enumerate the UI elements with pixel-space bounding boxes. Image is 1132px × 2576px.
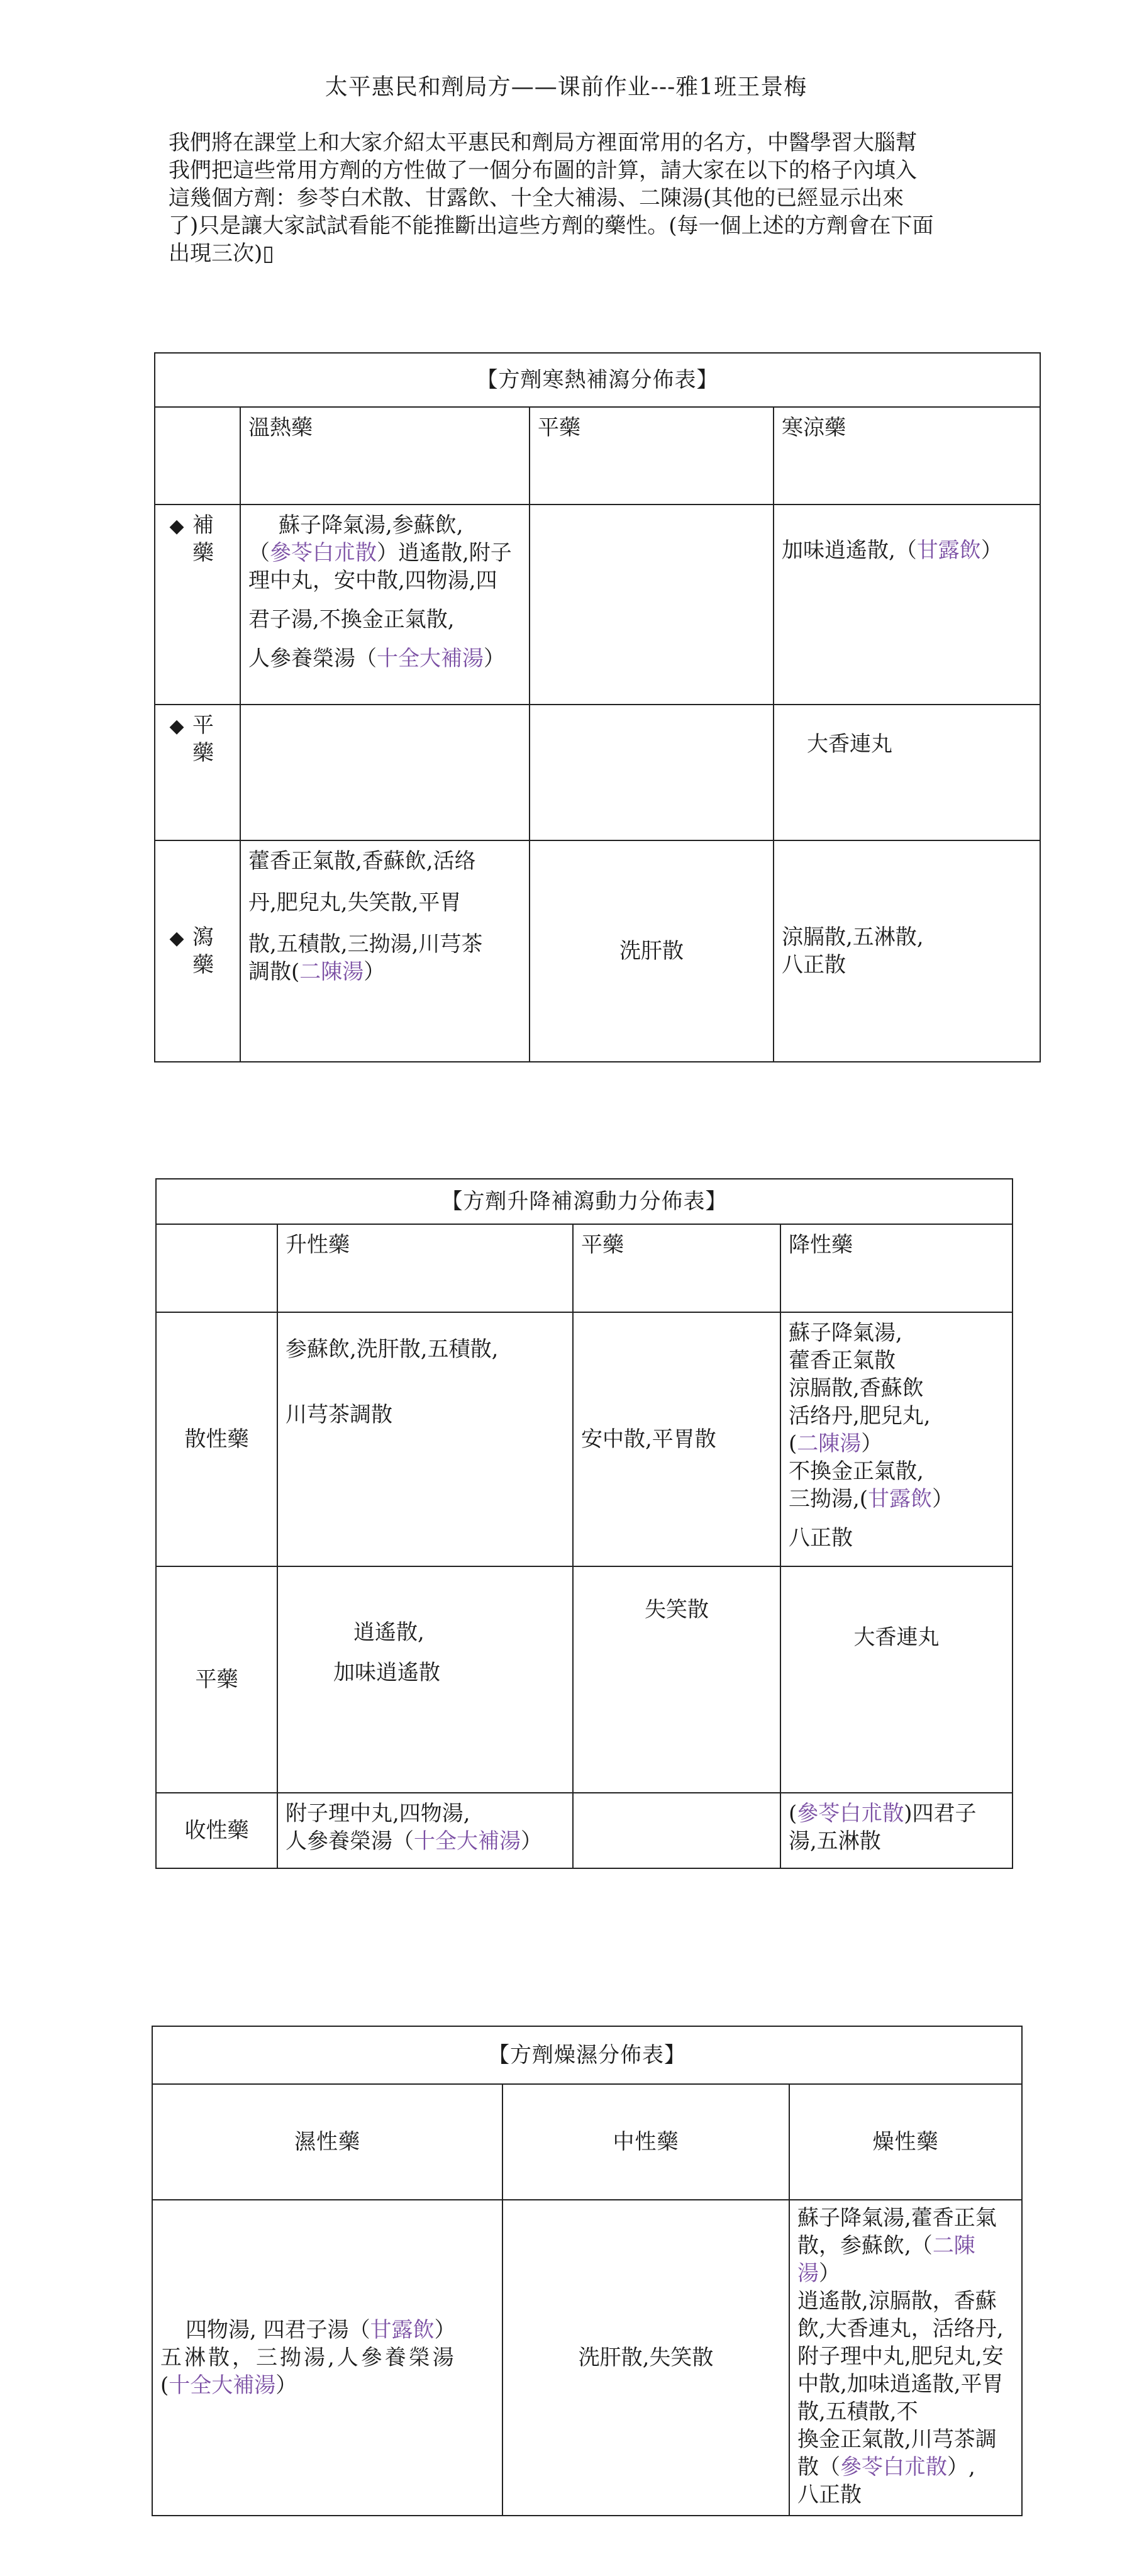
cell-text: （ <box>248 540 270 566</box>
cell-line: 理中丸，安中散,四物湯,四 <box>248 568 497 593</box>
intro-line: 出現三次)▯ <box>169 241 274 266</box>
cell-line: 散,五積散,三拗湯,川芎茶 <box>248 932 483 957</box>
cell-dry <box>789 2200 1022 2516</box>
cell-line: 逍遙散, <box>353 1620 425 1645</box>
row-label-char: 藥 <box>192 540 214 566</box>
table-caption: 【方劑寒熱補瀉分佈表】 <box>155 353 1040 407</box>
cell-astringent-neutral <box>573 1793 780 1868</box>
filled-answer: 甘露飲 <box>868 1486 933 1512</box>
cell-neutral-warm <box>240 705 530 840</box>
cell-dispersing-up <box>277 1312 573 1566</box>
cell-line: 不換金正氣散, <box>789 1459 924 1484</box>
cell-wet <box>152 2200 502 2516</box>
filled-answer: 二陳湯 <box>797 2233 975 2286</box>
cell-line: 活络丹,肥兒丸, <box>789 1403 931 1429</box>
cell-line: 大香連丸 <box>807 732 892 757</box>
cell-text: 人參養榮湯（ <box>286 1829 414 1854</box>
cell-line: 散,五積散,不 <box>797 2399 918 2424</box>
diamond-bullet-icon: ◆ <box>169 515 184 537</box>
col-header-neutral: 平藥 <box>573 1224 780 1312</box>
filled-answer: 十全大補湯 <box>169 2373 276 2398</box>
cell-line: 涼膈散,香蘇飲 <box>789 1376 924 1401</box>
cell-line: 涼膈散,五淋散, <box>782 925 924 950</box>
cell-neutral-neutral <box>530 705 774 840</box>
cell-line: 八正散 <box>797 2482 862 2507</box>
intro-line: 了)只是讓大家試試看能不能推斷出這些方劑的藥性。(每一個上述的方劑會在下面 <box>169 213 934 238</box>
cell-text: ( <box>789 1431 797 1456</box>
cell-text: ）逍遙散,附子 <box>377 540 512 566</box>
filled-answer: 參苓白朮散 <box>840 2455 947 2480</box>
filled-answer: 參苓白朮散 <box>797 1801 904 1826</box>
cell-purge-cold <box>774 840 1040 1062</box>
cell-text: ） <box>363 959 386 984</box>
filled-answer: 甘露飲 <box>916 538 981 563</box>
cell-line: 加味逍遙散 <box>333 1660 440 1685</box>
filled-answer: 參苓白朮散 <box>270 540 377 566</box>
page-title: 太平惠民和劑局方——课前作业---雅1班王景梅 <box>325 74 807 100</box>
cell-line: 蘇子降氣湯,藿香正氣 <box>797 2205 997 2231</box>
cell-neutral-down <box>780 1566 1013 1793</box>
cell-text: 人參養榮湯（ <box>248 646 377 671</box>
cell-dispersing-neutral: 安中散,平胃散 <box>573 1312 780 1566</box>
cell-text: ） <box>434 2317 456 2343</box>
intro-line: 這幾個方劑：参苓白术散、甘露飲、十全大補湯、二陳湯(其他的已經显示出來 <box>169 186 904 211</box>
cell-line: 蘇子降氣湯,参蘇飲, <box>279 513 463 538</box>
table-caption: 【方劑升降補瀉動力分佈表】 <box>156 1179 1013 1224</box>
row-label-char: 補 <box>192 513 214 538</box>
cell-line: 大香連丸 <box>853 1625 940 1650</box>
cell-line: 五淋散，三拗湯,人參養榮湯 <box>160 2345 457 2370</box>
cell-neutral-cold <box>774 705 1040 840</box>
cell-line: 参蘇飲,洗肝散,五積散, <box>286 1337 499 1362</box>
cell-line: 蘇子降氣湯, <box>789 1320 902 1346</box>
cell-line: 中散,加味逍遙散,平胃 <box>797 2372 1004 2397</box>
cell-neutral: 洗肝散,失笑散 <box>502 2200 789 2516</box>
table-dry-damp <box>152 2026 1023 2516</box>
cell-line: 換金正氣散,川芎茶調 <box>797 2427 997 2452</box>
intro-line: 我們將在課堂上和大家介紹太平惠民和劑局方裡面常用的名方，中醫學習大腦幫 <box>169 130 917 155</box>
cell-line: 丹,肥兒丸,失笑散,平胃 <box>248 890 462 915</box>
diamond-bullet-icon: ◆ <box>169 927 184 949</box>
cell-text: 四物湯, 四君子湯（ <box>186 2317 370 2343</box>
diamond-bullet-icon: ◆ <box>169 715 184 737</box>
cell-text: ） <box>861 1431 883 1456</box>
cell-tonify-neutral <box>530 505 774 705</box>
row-label-neutral <box>155 705 240 840</box>
col-header-dry: 燥性藥 <box>789 2084 1022 2200</box>
cell-line: 逍遙散,涼膈散，香蘇 <box>797 2289 997 2314</box>
cell-text: ( <box>789 1801 797 1826</box>
intro-line: 我們把這些常用方劑的方性做了一個分布圖的計算，請大家在以下的格子內填入 <box>169 158 917 183</box>
col-header-up: 升性藥 <box>277 1224 573 1312</box>
cell-text: ） <box>932 1486 954 1512</box>
cell-tonify-cold <box>774 505 1040 705</box>
cell-purge-neutral: 洗肝散 <box>530 840 774 1062</box>
cell-tonify-warm <box>240 505 530 705</box>
row-label-char: 藥 <box>192 740 214 766</box>
filled-answer: 十全大補湯 <box>377 646 484 671</box>
table-caption: 【方劑燥濕分佈表】 <box>152 2026 1022 2084</box>
cell-line: 附子理中丸,肥兒丸,安 <box>797 2344 1004 2369</box>
row-label-char: 瀉 <box>192 925 214 950</box>
cell-line: 君子湯,不換金正氣散, <box>248 607 455 632</box>
cell-purge-warm <box>240 840 530 1062</box>
cell-text: ( <box>160 2373 169 2398</box>
row-label-astringent: 收性藥 <box>156 1793 277 1868</box>
corner-cell <box>155 407 240 505</box>
filled-answer: 二陳湯 <box>797 1431 862 1456</box>
cell-line: 失笑散 <box>645 1597 709 1622</box>
col-header-cold: 寒涼藥 <box>774 407 1040 505</box>
cell-text: ） <box>484 646 505 671</box>
col-header-neutral: 中性藥 <box>502 2084 789 2200</box>
cell-dispersing-down <box>780 1312 1013 1566</box>
cell-line: 八正散 <box>782 952 846 978</box>
cell-text: ） <box>980 538 1002 563</box>
cell-text: 調散( <box>248 959 300 984</box>
col-header-neutral: 平藥 <box>530 407 774 505</box>
cell-line: 湯,五淋散 <box>789 1829 881 1854</box>
table-ascend-descend <box>155 1178 1013 1869</box>
cell-text: 散，参蘇飲,（ <box>797 2233 933 2258</box>
cell-text: 散（ <box>797 2455 840 2480</box>
cell-astringent-up <box>277 1793 573 1868</box>
row-label-dispersing: 散性藥 <box>156 1312 277 1566</box>
cell-text: ） <box>275 2373 297 2398</box>
cell-line: 藿香正氣散,香蘇飲,活络 <box>248 849 476 874</box>
cell-text: ） <box>521 1829 542 1854</box>
row-label-purge <box>155 840 240 1062</box>
filled-answer: 甘露飲 <box>370 2317 435 2343</box>
cell-line: 川芎茶調散 <box>286 1402 392 1427</box>
col-header-warm: 溫熱藥 <box>240 407 530 505</box>
cell-line: 八正散 <box>789 1525 853 1551</box>
filled-answer: 二陳湯 <box>299 959 364 984</box>
row-label-char: 平 <box>192 713 214 738</box>
cell-neutral-neutral <box>573 1566 780 1793</box>
cell-text: ）, <box>947 2455 975 2480</box>
filled-answer: 十全大補湯 <box>414 1829 521 1854</box>
row-label-char: 藥 <box>192 952 214 978</box>
col-header-wet: 濕性藥 <box>152 2084 502 2200</box>
intro-paragraph <box>169 129 974 267</box>
row-label-neutral: 平藥 <box>156 1566 277 1793</box>
cell-line: 附子理中丸,四物湯, <box>286 1801 470 1826</box>
cell-line: 藿香正氣散 <box>789 1348 896 1373</box>
col-header-down: 降性藥 <box>780 1224 1013 1312</box>
cell-astringent-down <box>780 1793 1013 1868</box>
cell-text: ） <box>819 2261 840 2286</box>
cell-text: 加味逍遙散,（ <box>782 538 917 563</box>
cell-text: 三拗湯,( <box>789 1486 868 1512</box>
corner-cell <box>156 1224 277 1312</box>
row-label-tonify <box>155 505 240 705</box>
table-cold-hot-tonify <box>154 352 1041 1062</box>
cell-line: 飲,大香連丸，活络丹, <box>797 2316 1004 2341</box>
cell-neutral-up <box>277 1566 573 1793</box>
cell-text: )四君子 <box>904 1801 977 1826</box>
